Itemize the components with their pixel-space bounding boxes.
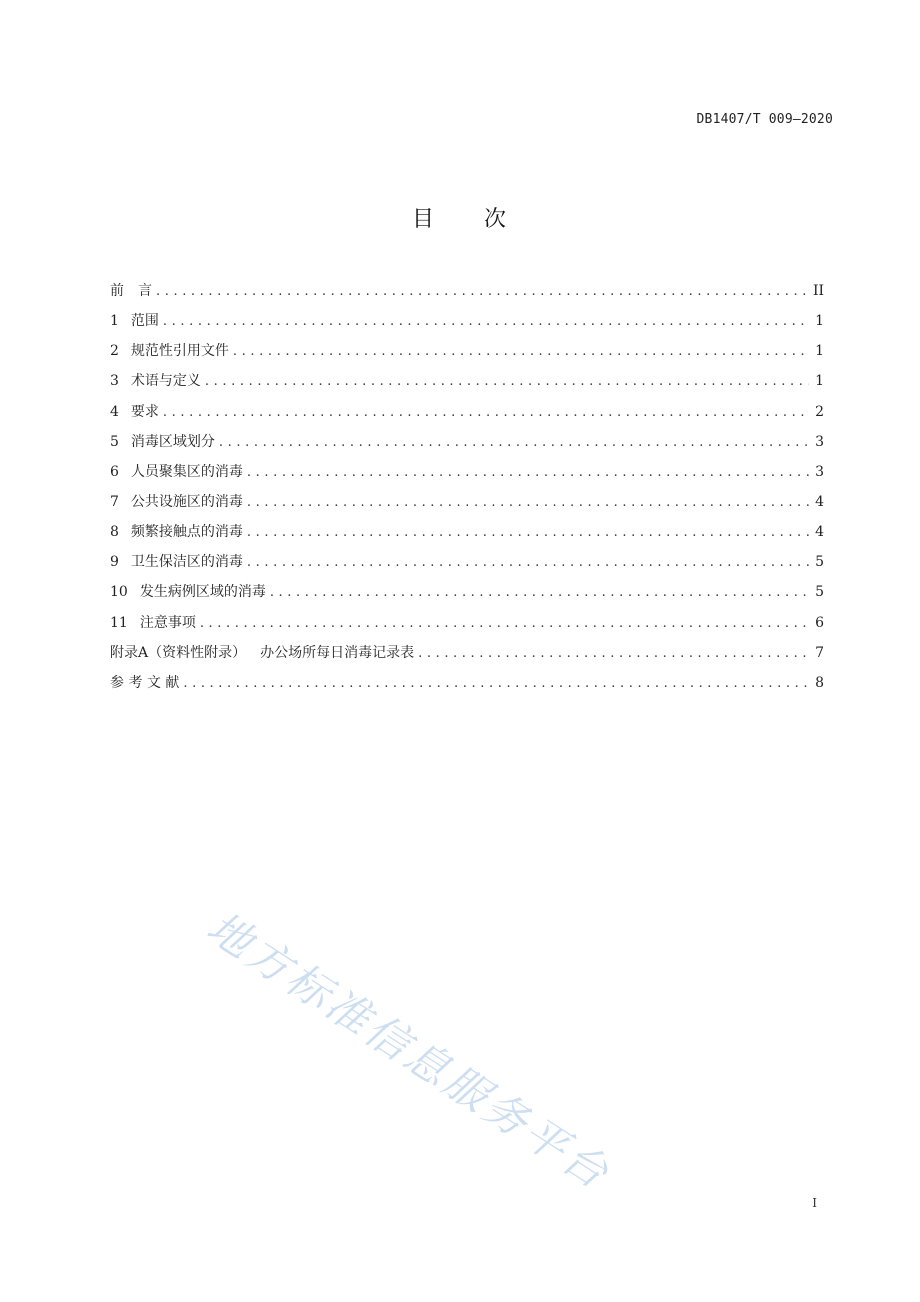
toc-leader-dots: [247, 518, 809, 548]
toc-entry-5[interactable]: [110, 427, 824, 457]
toc-entry-page: 5: [815, 554, 824, 571]
toc-entry-page: 3: [815, 433, 824, 450]
toc-entry-number: 11: [110, 614, 128, 631]
toc-entry-number: 6: [110, 463, 119, 480]
toc-entry-text: 规范性引用文件: [130, 343, 229, 360]
toc-entry-number: 1: [110, 313, 119, 330]
toc-entry-page: 1: [815, 343, 824, 360]
toc-entry-text: 公共设施区的消毒: [130, 493, 243, 510]
toc-list: [110, 276, 824, 698]
toc-entry-10[interactable]: [110, 577, 824, 607]
toc-leader-dots: [233, 337, 809, 367]
toc-entry-number: 7: [110, 493, 119, 510]
toc-entry-subtitle: 办公场所每日消毒记录表: [260, 644, 415, 661]
toc-leader-dots: [205, 367, 809, 397]
toc-entry-4[interactable]: [110, 397, 824, 427]
toc-entry-page: 5: [815, 584, 824, 601]
toc-entry-page: 3: [815, 463, 824, 480]
toc-entry-page: 6: [815, 614, 824, 631]
toc-entry-page: 7: [815, 644, 824, 661]
toc-entry-3[interactable]: [110, 366, 824, 396]
toc-entry-appendix-a[interactable]: [110, 638, 824, 668]
toc-entry-text: 注意事项: [139, 614, 196, 631]
toc-entry-text: 参 考 文 献: [110, 674, 180, 691]
toc-entry-text: 频繁接触点的消毒: [130, 524, 243, 541]
toc-entry-number: 3: [110, 373, 119, 390]
toc-leader-dots: [247, 548, 809, 578]
toc-entry-7[interactable]: [110, 487, 824, 517]
toc-entry-number: 2: [110, 343, 119, 360]
toc-entry-references[interactable]: [110, 668, 824, 698]
toc-entry-page: 4: [815, 493, 824, 510]
toc-entry-2[interactable]: [110, 336, 824, 366]
toc-entry-text: 消毒区域划分: [130, 433, 215, 450]
toc-entry-1[interactable]: [110, 306, 824, 336]
toc-leader-dots: [163, 398, 809, 428]
toc-entry-page: 2: [815, 403, 824, 420]
toc-entry-text: 卫生保洁区的消毒: [130, 554, 243, 571]
document-code: DB1407/T 009—2020: [696, 112, 833, 127]
toc-entry-11[interactable]: [110, 608, 824, 638]
toc-entry-number: 10: [110, 584, 128, 601]
toc-leader-dots: [200, 609, 809, 639]
toc-entry-page: II: [812, 283, 824, 299]
toc-leader-dots: [163, 307, 809, 337]
toc-entry-text: 前 言: [110, 283, 152, 299]
toc-entry-foreword[interactable]: [110, 276, 824, 306]
toc-entry-text: 附录A（资料性附录）: [110, 644, 247, 661]
toc-entry-text: 要求: [130, 403, 159, 420]
toc-entry-number: 8: [110, 524, 119, 541]
toc-entry-number: 4: [110, 403, 119, 420]
toc-entry-text: 范围: [130, 313, 159, 330]
toc-entry-text: 人员聚集区的消毒: [130, 463, 243, 480]
toc-entry-page: 4: [815, 524, 824, 541]
toc-leader-dots: [247, 488, 809, 518]
toc-leader-dots: [247, 458, 809, 488]
page-number: I: [812, 1196, 817, 1210]
watermark: 地方标准信息服务平台: [197, 902, 620, 1201]
toc-entry-page: 8: [815, 674, 824, 691]
toc-entry-page: 1: [815, 313, 824, 330]
toc-leader-dots: [156, 277, 807, 307]
toc-entry-text: 发生病例区域的消毒: [139, 584, 266, 601]
toc-title: 目 次: [411, 207, 508, 232]
toc-entry-6[interactable]: [110, 457, 824, 487]
toc-leader-dots: [270, 578, 809, 608]
toc-entry-page: 1: [815, 373, 824, 390]
toc-leader-dots: [183, 669, 809, 699]
toc-entry-8[interactable]: [110, 517, 824, 547]
toc-leader-dots: [418, 639, 809, 669]
toc-leader-dots: [219, 428, 809, 458]
toc-entry-number: 5: [110, 433, 119, 450]
toc-entry-number: 9: [110, 554, 119, 571]
toc-entry-text: 术语与定义: [130, 373, 201, 390]
toc-entry-9[interactable]: [110, 547, 824, 577]
